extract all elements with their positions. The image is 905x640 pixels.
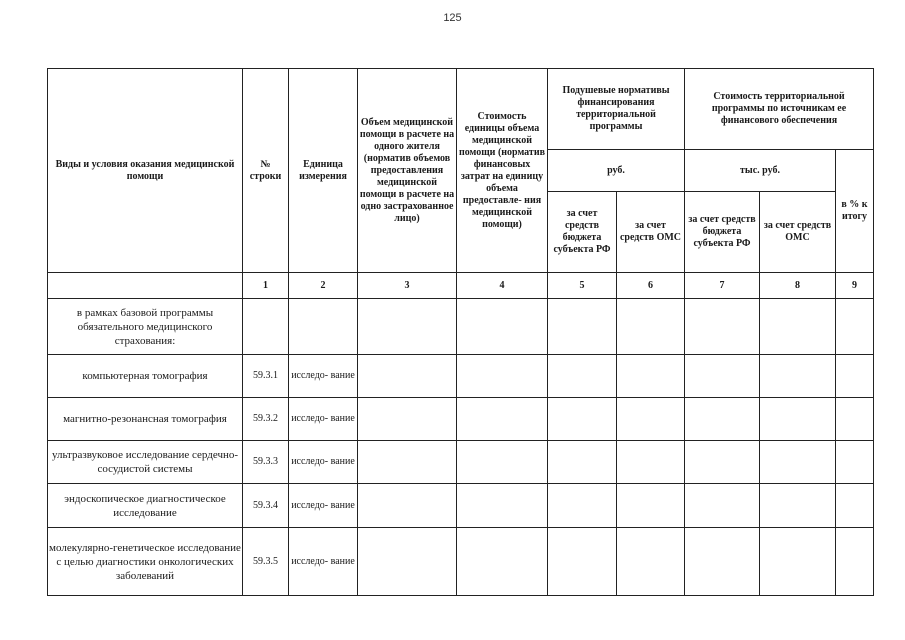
table-row [48, 355, 874, 398]
header-rub: руб. [548, 150, 685, 192]
row-unit: исследо- вание [289, 398, 358, 441]
header-volume: Объем медицинской помощи в расчете на одного жителя (норматив объемов предоставления медицинской помощи в расчете на одно застрахованное лицо) [358, 69, 457, 273]
table-row [48, 398, 874, 441]
header-oms: за счет средств ОМС [617, 192, 685, 273]
header-row-number: № строки [243, 69, 289, 273]
row-number: 59.3.2 [243, 398, 289, 441]
section-row [48, 299, 874, 355]
col-number: 5 [548, 273, 617, 299]
row-unit: исследо- вание [289, 441, 358, 484]
header-thous-rub: тыс. руб. [685, 150, 836, 192]
row-name: ультразвуковое исследование сердечно-сосудистой системы [48, 441, 243, 484]
header-oms-thous: за счет средств ОМС [760, 192, 836, 273]
row-name: компьютерная томография [48, 355, 243, 398]
row-number: 59.3.1 [243, 355, 289, 398]
row-name: молекулярно-генетическое исследование с целью диагностики онкологических заболеваний [48, 528, 243, 596]
column-numbers-row [48, 273, 874, 299]
header-per-capita: Подушевые нормативы финансирования территориальной программы [548, 69, 685, 150]
page-number: 125 [443, 12, 462, 24]
table-row [48, 441, 874, 484]
row-number: 59.3.5 [243, 528, 289, 596]
row-unit: исследо- вание [289, 484, 358, 528]
header-unit: Единица измерения [289, 69, 358, 273]
col-number: 9 [836, 273, 874, 299]
section-title: в рамках базовой программы обязательного медицинского страхования: [48, 299, 243, 355]
header-percent: в % к итогу [836, 150, 874, 273]
header-budget-rf-thous: за счет средств бюджета субъекта РФ [685, 192, 760, 273]
medical-care-table [47, 68, 874, 596]
col-number: 3 [358, 273, 457, 299]
row-name: эндоскопическое диагностическое исследование [48, 484, 243, 528]
table-row [48, 484, 874, 528]
table-row [48, 528, 874, 596]
header-program-cost: Стоимость территориальной программы по источникам ее финансового обеспечения [685, 69, 874, 150]
row-number: 59.3.3 [243, 441, 289, 484]
col-number: 7 [685, 273, 760, 299]
col-number: 8 [760, 273, 836, 299]
header-budget-rf: за счет средств бюджета субъекта РФ [548, 192, 617, 273]
row-number: 59.3.4 [243, 484, 289, 528]
col-number-blank [48, 273, 243, 299]
row-unit: исследо- вание [289, 528, 358, 596]
col-number: 6 [617, 273, 685, 299]
header-types: Виды и условия оказания медицинской помощи [48, 69, 243, 273]
header-cost: Стоимость единицы объема медицинской помощи (норматив финансовых затрат на единицу объема предоставле- ния медицинской помощи) [457, 69, 548, 273]
col-number: 4 [457, 273, 548, 299]
row-unit: исследо- вание [289, 355, 358, 398]
row-name: магнитно-резонансная томография [48, 398, 243, 441]
col-number: 2 [289, 273, 358, 299]
col-number: 1 [243, 273, 289, 299]
